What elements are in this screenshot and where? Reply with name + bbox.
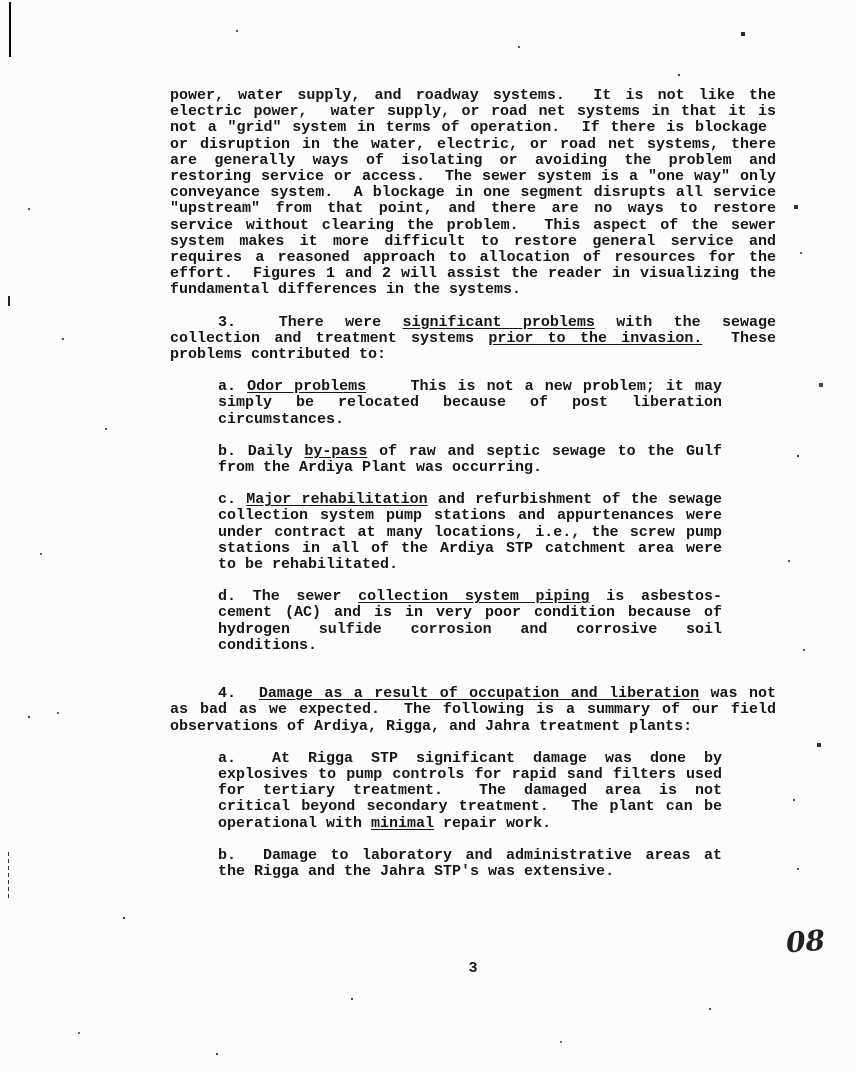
paragraph — [170, 315, 776, 364]
handwritten-mark: 08 — [784, 923, 827, 960]
underlined-text: minimal — [371, 814, 435, 832]
text-segment: 3. There were — [218, 313, 403, 331]
text-segment: is asbestos-cement (AC) and is in very poor condition because of hydrogen sulfide corrosion and corrosive soil conditions. — [218, 588, 722, 654]
scan-artifact-line — [9, 2, 11, 57]
text-segment: with the sewage collection and treatment systems — [170, 313, 777, 347]
underlined-text: prior to the invasion. — [488, 329, 703, 347]
underlined-text: by-pass — [304, 442, 368, 460]
paragraph — [218, 492, 722, 573]
underlined-text: significant problems — [402, 313, 595, 331]
text-segment: b. Daily — [218, 442, 305, 460]
text-segment: a. — [218, 378, 248, 396]
underlined-text: Damage as a result of occupation and liberation — [258, 685, 700, 703]
text-segment: These problems contributed to: — [170, 329, 776, 364]
text-segment: This is not a new problem; it may simply be relocated because of post liberation circumstances. — [218, 378, 722, 428]
page-number: 3 — [468, 960, 478, 977]
paragraph — [170, 686, 776, 735]
paragraph — [218, 848, 722, 880]
scan-artifact-line — [8, 296, 10, 306]
scan-artifact-line — [8, 852, 9, 898]
paragraph — [218, 379, 722, 428]
text-segment: repair work. — [434, 814, 552, 832]
text-segment: 4. — [218, 685, 259, 703]
text-segment: b. Damage to laboratory and administrative areas at the Rigga and the Jahra STP's was extensive. — [218, 846, 722, 880]
text-segment: d. The sewer — [218, 588, 359, 606]
text-segment: was not as bad as we expected. The following is a summary of our field observations of Ardiya, Rigga, and Jahra treatment plants: — [170, 685, 776, 735]
text-segment: and refurbishment of the sewage collection system pump stations and appurtenances were under contract at many locations, i.e., the screw pump stations in all of the Ardiya STP catchment area were to be rehabilitated. — [218, 491, 723, 574]
text-segment: c. — [218, 491, 247, 509]
paragraph — [218, 444, 722, 476]
text-segment: a. At Rigga STP significant damage was done by explosives to pump controls for rapid sand filters used for tertiary treatment. The damaged area is not critical beyond secondary treatment. The plant can be operational with — [218, 749, 722, 832]
paragraph — [218, 589, 722, 654]
underlined-text: Odor problems — [247, 378, 367, 396]
paragraph — [218, 751, 722, 832]
underlined-text: collection system piping — [358, 588, 590, 606]
scan-noise — [0, 0, 2, 2]
text-segment: power, water supply, and roadway systems. It is not like the electric power, water supply, or road net systems in that it is not a "grid" system in terms of operation. If there is blockage or disruption in the water, electric, or road net systems, there are generally ways of isolating or avoiding the problem and restoring service or access. The sewer system is a "one way" only conveyance system. A blockage in one segment disrupts all service "upstream" from that point, and there are no ways to restore service without clearing the problem. This aspect of the sewer system makes it more difficult to restore general service and requires a reasoned approach to allocation of resources for the effort. Figures 1 and 2 will assist the reader in visualizing the fundamental differences in the systems. — [170, 87, 776, 299]
paragraph — [170, 88, 776, 299]
text-segment: of raw and septic sewage to the Gulf from the Ardiya Plant was occurring. — [218, 442, 723, 477]
underlined-text: Major rehabilitation — [246, 491, 428, 509]
document-body — [170, 88, 776, 896]
